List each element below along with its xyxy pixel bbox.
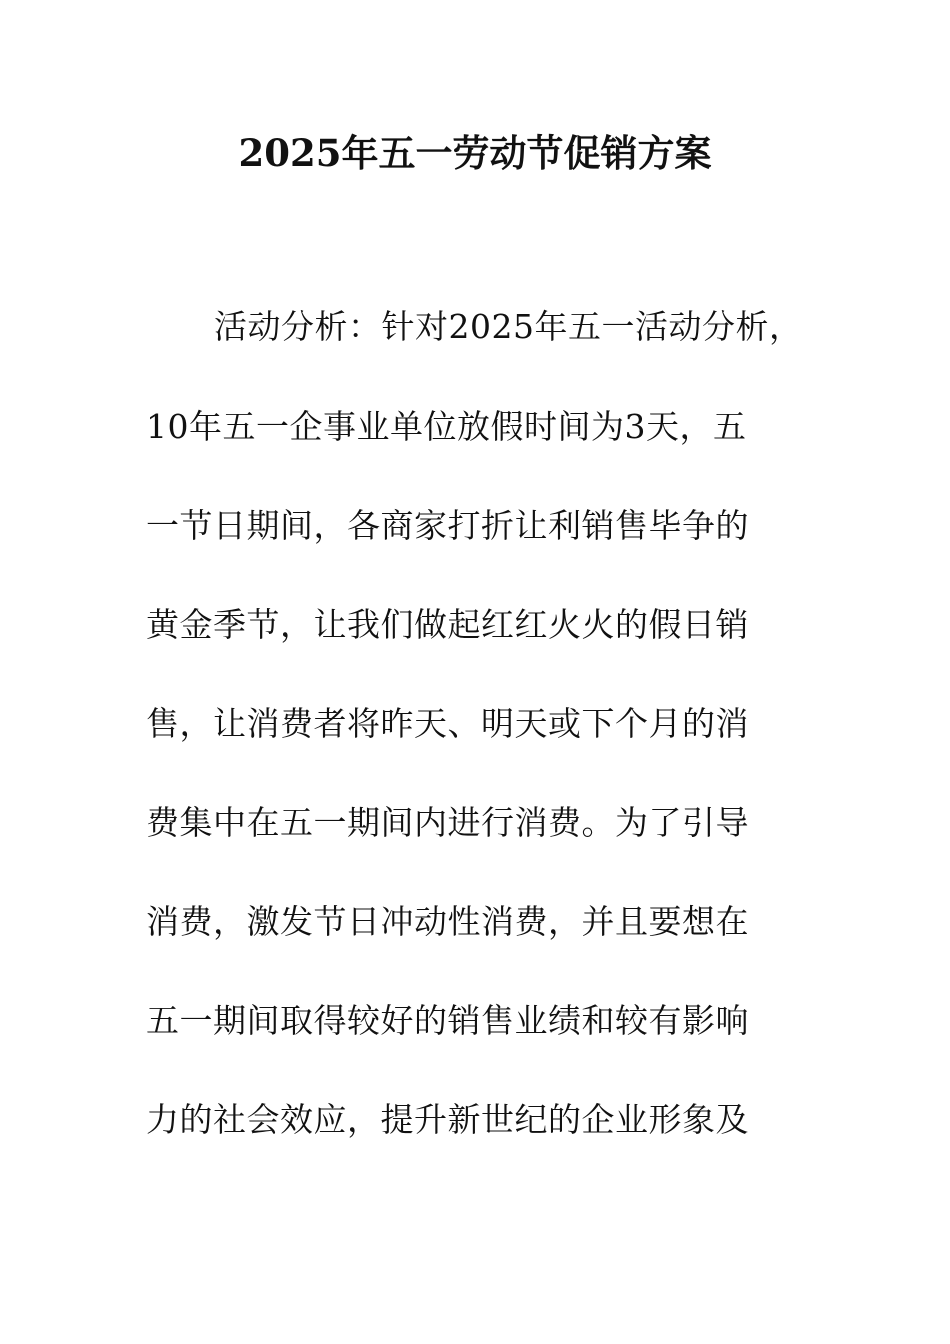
paragraph-line-2: 10年五一企事业单位放假时间为3天，五 (146, 407, 747, 446)
paragraph-line-1: 活动分析：针对2025年五一活动分析， (214, 307, 803, 346)
paragraph-line-3: 一节日期间，各商家打折让利销售毕争的 (146, 506, 749, 545)
paragraph-line-5: 售，让消费者将昨天、明天或下个月的消 (146, 704, 749, 743)
paragraph-line-6: 费集中在五一期间内进行消费。为了引导 (146, 803, 749, 842)
paragraph-line-4: 黄金季节，让我们做起红红火火的假日销 (146, 605, 749, 644)
paragraph-line-7: 消费，激发节日冲动性消费，并且要想在 (146, 902, 749, 941)
paragraph-line-8: 五一期间取得较好的销售业绩和较有影响 (146, 1001, 749, 1040)
paragraph-line-9: 力的社会效应，提升新世纪的企业形象及 (146, 1100, 749, 1139)
document-title: 2025年五一劳动节促销方案 (238, 131, 712, 175)
